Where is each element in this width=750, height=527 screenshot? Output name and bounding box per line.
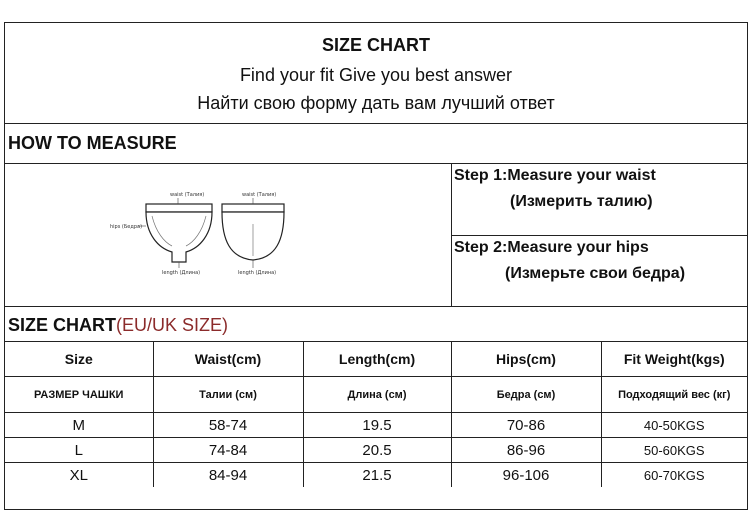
- waist-cell: 74-84: [153, 438, 303, 463]
- column-header-size-ru: РАЗМЕР ЧАШКИ: [5, 377, 153, 413]
- size-cell: XL: [5, 463, 153, 488]
- column-header-length: Length(cm): [303, 342, 451, 377]
- size-chart-heading-text: SIZE CHART: [8, 315, 116, 335]
- table-row: [5, 413, 747, 438]
- divider: [5, 163, 747, 164]
- subtitle-russian: Найти свою форму дать вам лучший ответ: [197, 93, 555, 113]
- briefs-back-drawing: [222, 204, 284, 260]
- column-header-hips: Hips(cm): [451, 342, 601, 377]
- length-label-back: length (Длина): [238, 270, 277, 276]
- page-title: SIZE CHART: [322, 35, 430, 55]
- waist-label-front: waist (Талия): [170, 192, 205, 198]
- length-cell: 20.5: [303, 438, 451, 463]
- length-label-front: length (Длина): [162, 270, 201, 276]
- column-header-weight: Fit Weight(kgs): [601, 342, 747, 377]
- table-header-row-russian: [5, 377, 747, 413]
- column-header-hips-ru: Бедра (см): [451, 377, 601, 413]
- length-cell: 19.5: [303, 413, 451, 438]
- waist-label-back: waist (Талия): [242, 192, 277, 198]
- size-cell: M: [5, 413, 153, 438]
- column-header-weight-ru: Подходящий вес (кг): [601, 377, 747, 413]
- how-to-measure-heading: HOW TO MEASURE: [8, 133, 177, 153]
- briefs-front-drawing: [146, 204, 212, 262]
- weight-cell: 50-60KGS: [601, 438, 747, 463]
- table-row: [5, 463, 747, 488]
- waist-cell: 58-74: [153, 413, 303, 438]
- divider: [451, 235, 747, 236]
- divider: [5, 123, 747, 124]
- divider: [5, 306, 747, 307]
- step-2-title: Step 2:Measure your hips: [454, 239, 649, 256]
- subtitle-english: Find your fit Give you best answer: [239, 65, 513, 85]
- size-chart-heading-note: (EU/UK SIZE): [116, 315, 229, 335]
- waist-cell: 84-94: [153, 463, 303, 488]
- hips-cell: 86-96: [451, 438, 601, 463]
- column-header-length-ru: Длина (см): [303, 377, 451, 413]
- hips-cell: 96-106: [451, 463, 601, 488]
- length-cell: 21.5: [303, 463, 451, 488]
- hips-cell: 70-86: [451, 413, 601, 438]
- size-cell: L: [5, 438, 153, 463]
- step-2-note: (Измерьте свои бедра): [505, 265, 686, 282]
- column-header-waist-ru: Талии (см): [153, 377, 303, 413]
- weight-cell: 60-70KGS: [601, 463, 747, 488]
- table-header-row: [5, 342, 747, 377]
- step-1-note: (Измерить талию): [510, 193, 653, 210]
- weight-cell: 40-50KGS: [601, 413, 747, 438]
- column-header-size: Size: [5, 342, 153, 377]
- column-header-waist: Waist(cm): [153, 342, 303, 377]
- size-chart-heading: [8, 315, 228, 336]
- hips-label: hips (Бедра): [110, 224, 143, 230]
- briefs-measurement-diagram: [108, 168, 288, 278]
- size-table: [5, 341, 747, 487]
- step-1-title: Step 1:Measure your waist: [454, 167, 656, 184]
- table-row: [5, 438, 747, 463]
